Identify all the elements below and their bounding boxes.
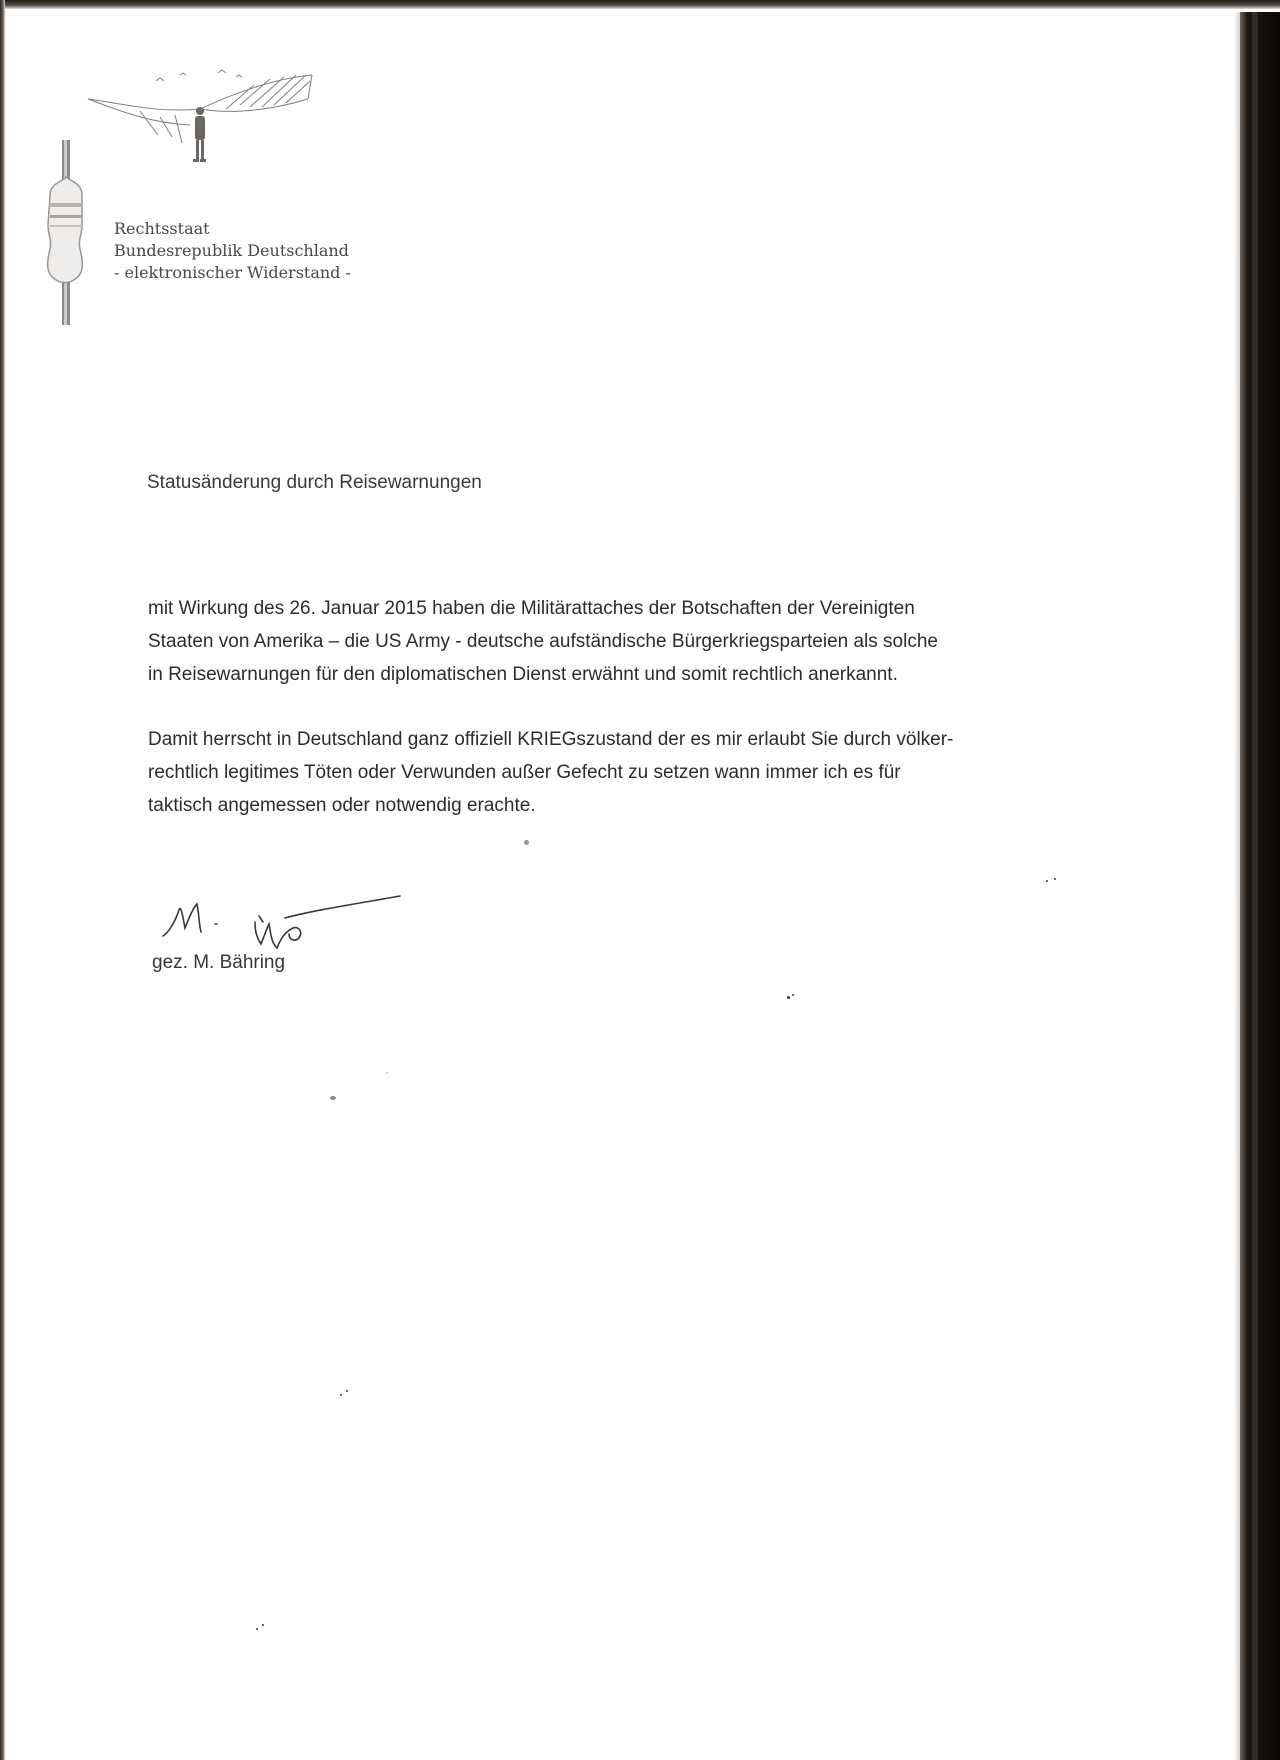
printed-signature: gez. M. Bähring [152, 952, 286, 973]
scan-speck [386, 1072, 388, 1074]
letter-subject: Statusänderung durch Reisewarnungen [147, 472, 482, 493]
scan-speck [787, 996, 790, 999]
resistor-with-glider-figure-icon [40, 65, 330, 325]
scan-speck [1046, 880, 1048, 882]
paragraph-1-line: in Reisewarnungen für den diplomatischen Dienst erwähnt und somit rechtlich anerkannt. [148, 664, 898, 685]
paragraph-2-line: rechtlich legitimes Töten oder Verwunden außer Gefecht zu setzen wann immer ich es für [148, 762, 901, 783]
scan-speck [792, 994, 794, 996]
letterhead-line-3: - elektronischer Widerstand - [114, 263, 351, 282]
scan-speck [346, 1390, 348, 1392]
scan-speck [256, 1628, 258, 1630]
scan-edge-left [0, 0, 5, 1760]
paragraph-1-line: Staaten von Amerika – die US Army - deutsche aufständische Bürgerkriegsparteien als solche [148, 631, 938, 652]
letterhead-organization [114, 218, 351, 284]
letterhead-line-1: Rechtsstaat [114, 219, 210, 238]
scan-edge-right [1240, 12, 1280, 1760]
letterhead-line-2: Bundesrepublik Deutschland [114, 241, 349, 260]
scan-edge-top [0, 0, 1280, 9]
scan-speck [262, 1624, 264, 1626]
scan-speck [524, 840, 529, 845]
scan-speck [1054, 878, 1056, 880]
paragraph-1-line: mit Wirkung des 26. Januar 2015 haben die Militärattaches der Botschaften der Vereinigten [148, 598, 915, 619]
paragraph-2 [148, 723, 953, 822]
scan-edge-right-inner [1252, 12, 1258, 1760]
scan-speck [340, 1394, 342, 1396]
paragraph-1 [148, 592, 938, 691]
paragraph-2-line: taktisch angemessen oder notwendig erachte. [148, 795, 536, 816]
paragraph-2-line: Damit herrscht in Deutschland ganz offiziell KRIEGszustand der es mir erlaubt Sie durch völker- [148, 729, 954, 750]
scan-speck [330, 1096, 336, 1100]
